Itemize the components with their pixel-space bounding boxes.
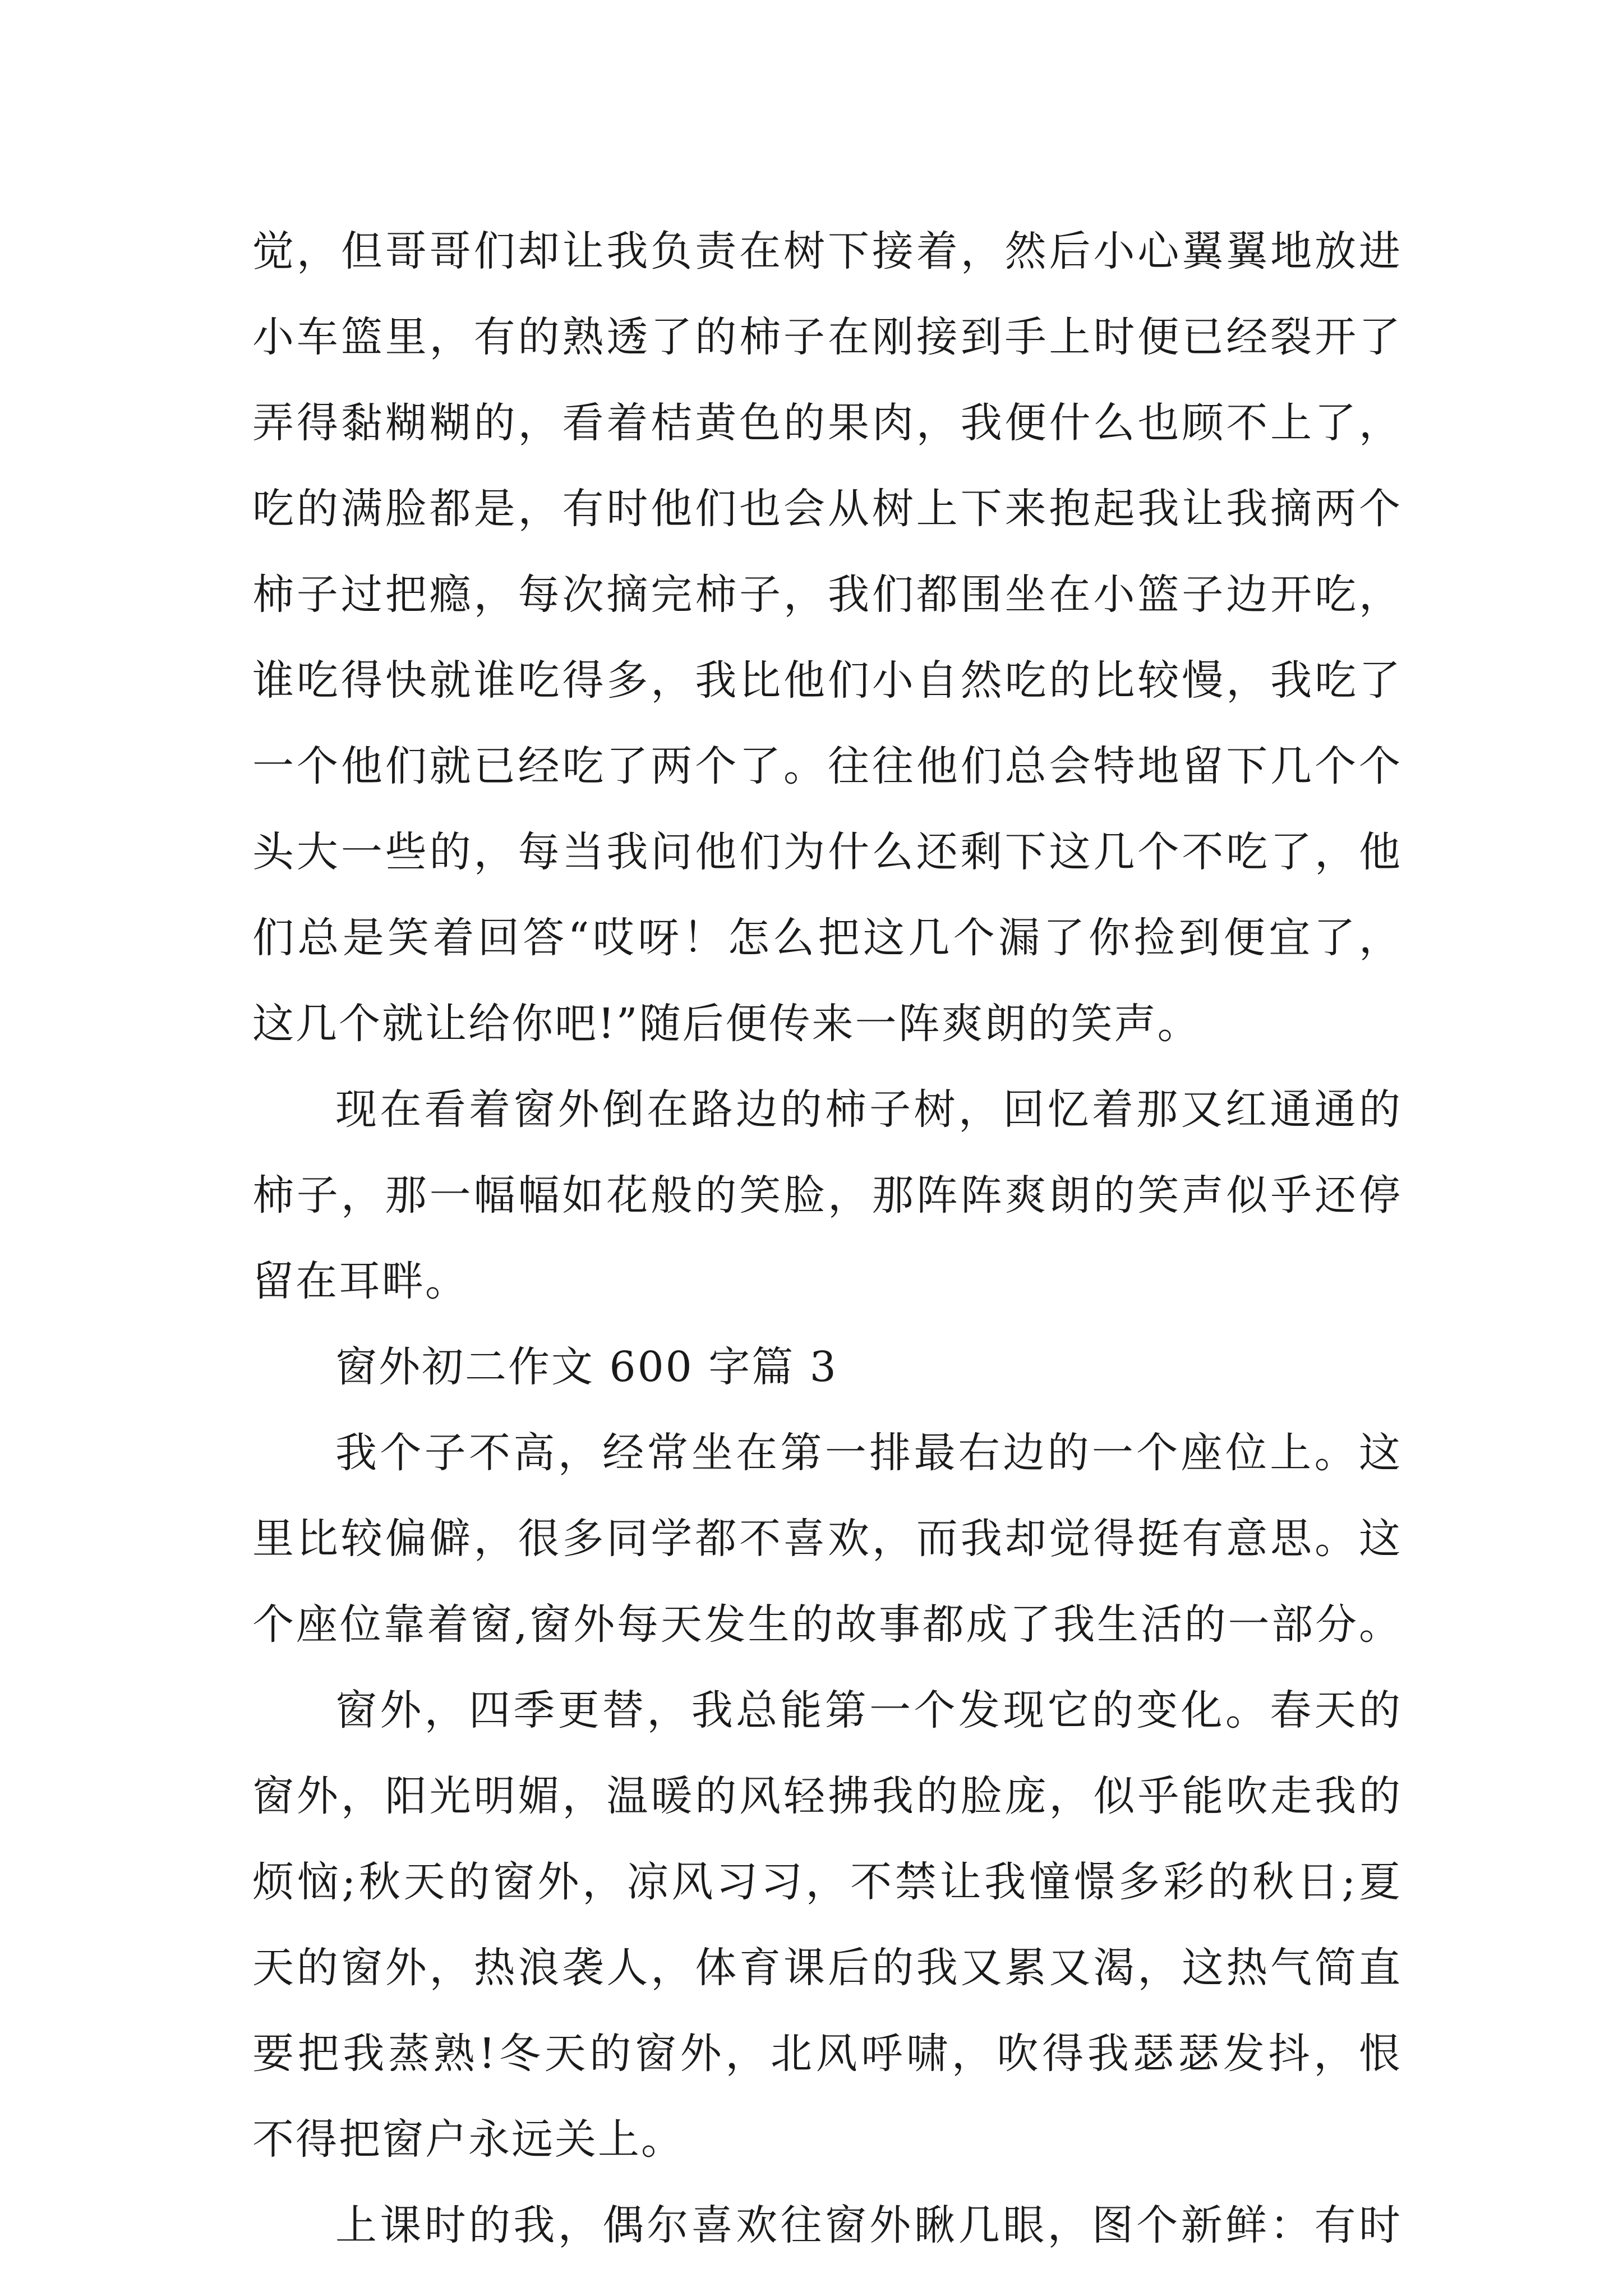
text-line: 我个子不高，经常坐在第一排最右边的一个座位上。这: [335, 1429, 1402, 1477]
text-line: 头大一些的，每当我问他们为什么还剩下这几个不吃了，他: [252, 828, 1402, 876]
text-line: 吃的满脸都是，有时他们也会从树上下来抱起我让我摘两个: [252, 485, 1402, 533]
text-line: 小车篮里，有的熟透了的柿子在刚接到手上时便已经裂开了: [252, 313, 1402, 361]
section-heading: 窗外初二作文 600 字篇 3: [335, 1343, 838, 1391]
paragraph-class: [252, 2183, 1402, 2269]
text-line: 这几个就让给你吧!”随后便传来一阵爽朗的笑声。: [252, 1000, 1201, 1048]
paragraph-memory: [252, 1067, 1402, 1324]
text-line: 觉，但哥哥们却让我负责在树下接着，然后小心翼翼地放进: [252, 227, 1402, 275]
text-line: 烦恼;秋天的窗外，凉风习习，不禁让我憧憬多彩的秋日;夏: [252, 1858, 1402, 1906]
text-line: 个座位靠着窗,窗外每天发生的故事都成了我生活的一部分。: [252, 1600, 1402, 1649]
text-line: 天的窗外，热浪袭人，体育课后的我又累又渴，这热气简直: [252, 1944, 1402, 1992]
text-line: 弄得黏糊糊的，看着桔黄色的果肉，我便什么也顾不上了，: [252, 399, 1402, 447]
text-line: 们总是笑着回答“哎呀！怎么把这几个漏了你捡到便宜了，: [252, 914, 1402, 962]
text-line: 谁吃得快就谁吃得多，我比他们小自然吃的比较慢，我吃了: [252, 656, 1402, 705]
text-line: 上课时的我，偶尔喜欢往窗外瞅几眼，图个新鲜：有时: [335, 2201, 1402, 2249]
text-line: 里比较偏僻，很多同学都不喜欢，而我却觉得挺有意思。这: [252, 1515, 1402, 1563]
paragraph-continuation: [252, 209, 1402, 1067]
text-line: 要把我蒸熟!冬天的窗外，北风呼啸，吹得我瑟瑟发抖，恨: [252, 2030, 1402, 2078]
text-line: 留在耳畔。: [252, 1257, 468, 1305]
text-line: 窗外，四季更替，我总能第一个发现它的变化。春天的: [335, 1686, 1402, 1734]
section-heading-wrap: [252, 1324, 1402, 1410]
text-line: 柿子过把瘾，每次摘完柿子，我们都围坐在小篮子边开吃，: [252, 570, 1402, 619]
paragraph-seat: [252, 1410, 1402, 1668]
text-line: 一个他们就已经吃了两个了。往往他们总会特地留下几个个: [252, 742, 1402, 790]
text-line: 柿子，那一幅幅如花般的笑脸，那阵阵爽朗的笑声似乎还停: [252, 1171, 1402, 1220]
document-body: [252, 209, 1402, 2269]
paragraph-seasons: [252, 1668, 1402, 2183]
text-line: 现在看着窗外倒在路边的柿子树，回忆着那又红通通的: [335, 1085, 1402, 1134]
text-line: 不得把窗户永远关上。: [252, 2115, 684, 2164]
text-line: 窗外，阳光明媚，温暖的风轻拂我的脸庞，似乎能吹走我的: [252, 1772, 1402, 1820]
